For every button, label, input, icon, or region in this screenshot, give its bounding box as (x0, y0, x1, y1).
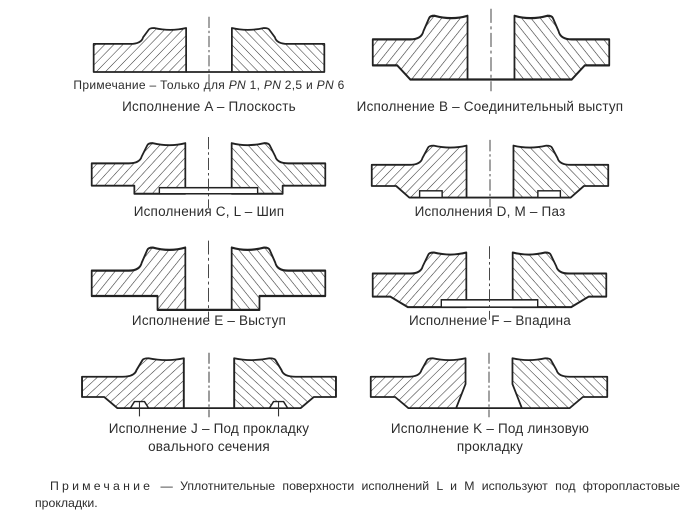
flange-body-right (232, 143, 326, 194)
flange-body-right (513, 146, 608, 198)
caption-c: Исполнения C, L – Шип (133, 204, 285, 219)
flange-section-j (78, 349, 340, 421)
flange-body-right (514, 16, 609, 80)
flange-body-left (94, 28, 186, 72)
footnote-label: Примечание (50, 479, 154, 493)
flange-body-right (513, 253, 607, 308)
caption-j-line2: овального сечения (148, 439, 270, 454)
caption-j (59, 420, 359, 456)
flange-body-left (372, 146, 467, 198)
flange-body-right (234, 358, 336, 408)
flange-section-a (90, 13, 328, 86)
flange-body-left (92, 248, 186, 310)
flange-body-right (232, 248, 326, 310)
groove-right (538, 191, 561, 198)
footnote-text: — Уплотнительные поверхности исполнений L и M используют под фторопластовые прокладки. (35, 479, 681, 510)
flange-body-right (232, 28, 324, 72)
caption-k-line1: Исполнение K – Под линзовую (390, 421, 590, 436)
flange-body-left (371, 358, 466, 408)
flange-section-k (367, 349, 611, 421)
caption-d: Исполнения D, M – Паз (414, 204, 566, 219)
caption-j-line1: Исполнение J – Под прокладку (108, 421, 310, 436)
caption-k-line2: прокладку (456, 439, 524, 454)
caption-e: Исполнение E – Выступ (131, 313, 287, 328)
flange-body-left (373, 253, 467, 308)
footnote (35, 478, 680, 512)
flange-section-c (88, 133, 329, 212)
flange-body-left (92, 143, 186, 194)
caption-k (340, 420, 640, 456)
flange-body-left (373, 16, 468, 80)
flange-body-left (82, 358, 184, 408)
flange-section-b (369, 4, 613, 96)
caption-a: Исполнение A – Плоскость (122, 99, 296, 114)
flange-section-d (368, 136, 612, 211)
figure-a-note: Примечание – Только для PN 1, PN 2,5 и PN 6 (73, 78, 345, 92)
flange-body-right (512, 358, 607, 408)
groove-left (420, 191, 443, 198)
caption-f: Исполнение F – Впадина (409, 313, 571, 328)
caption-b: Исполнение B – Соединительный выступ (356, 99, 624, 114)
